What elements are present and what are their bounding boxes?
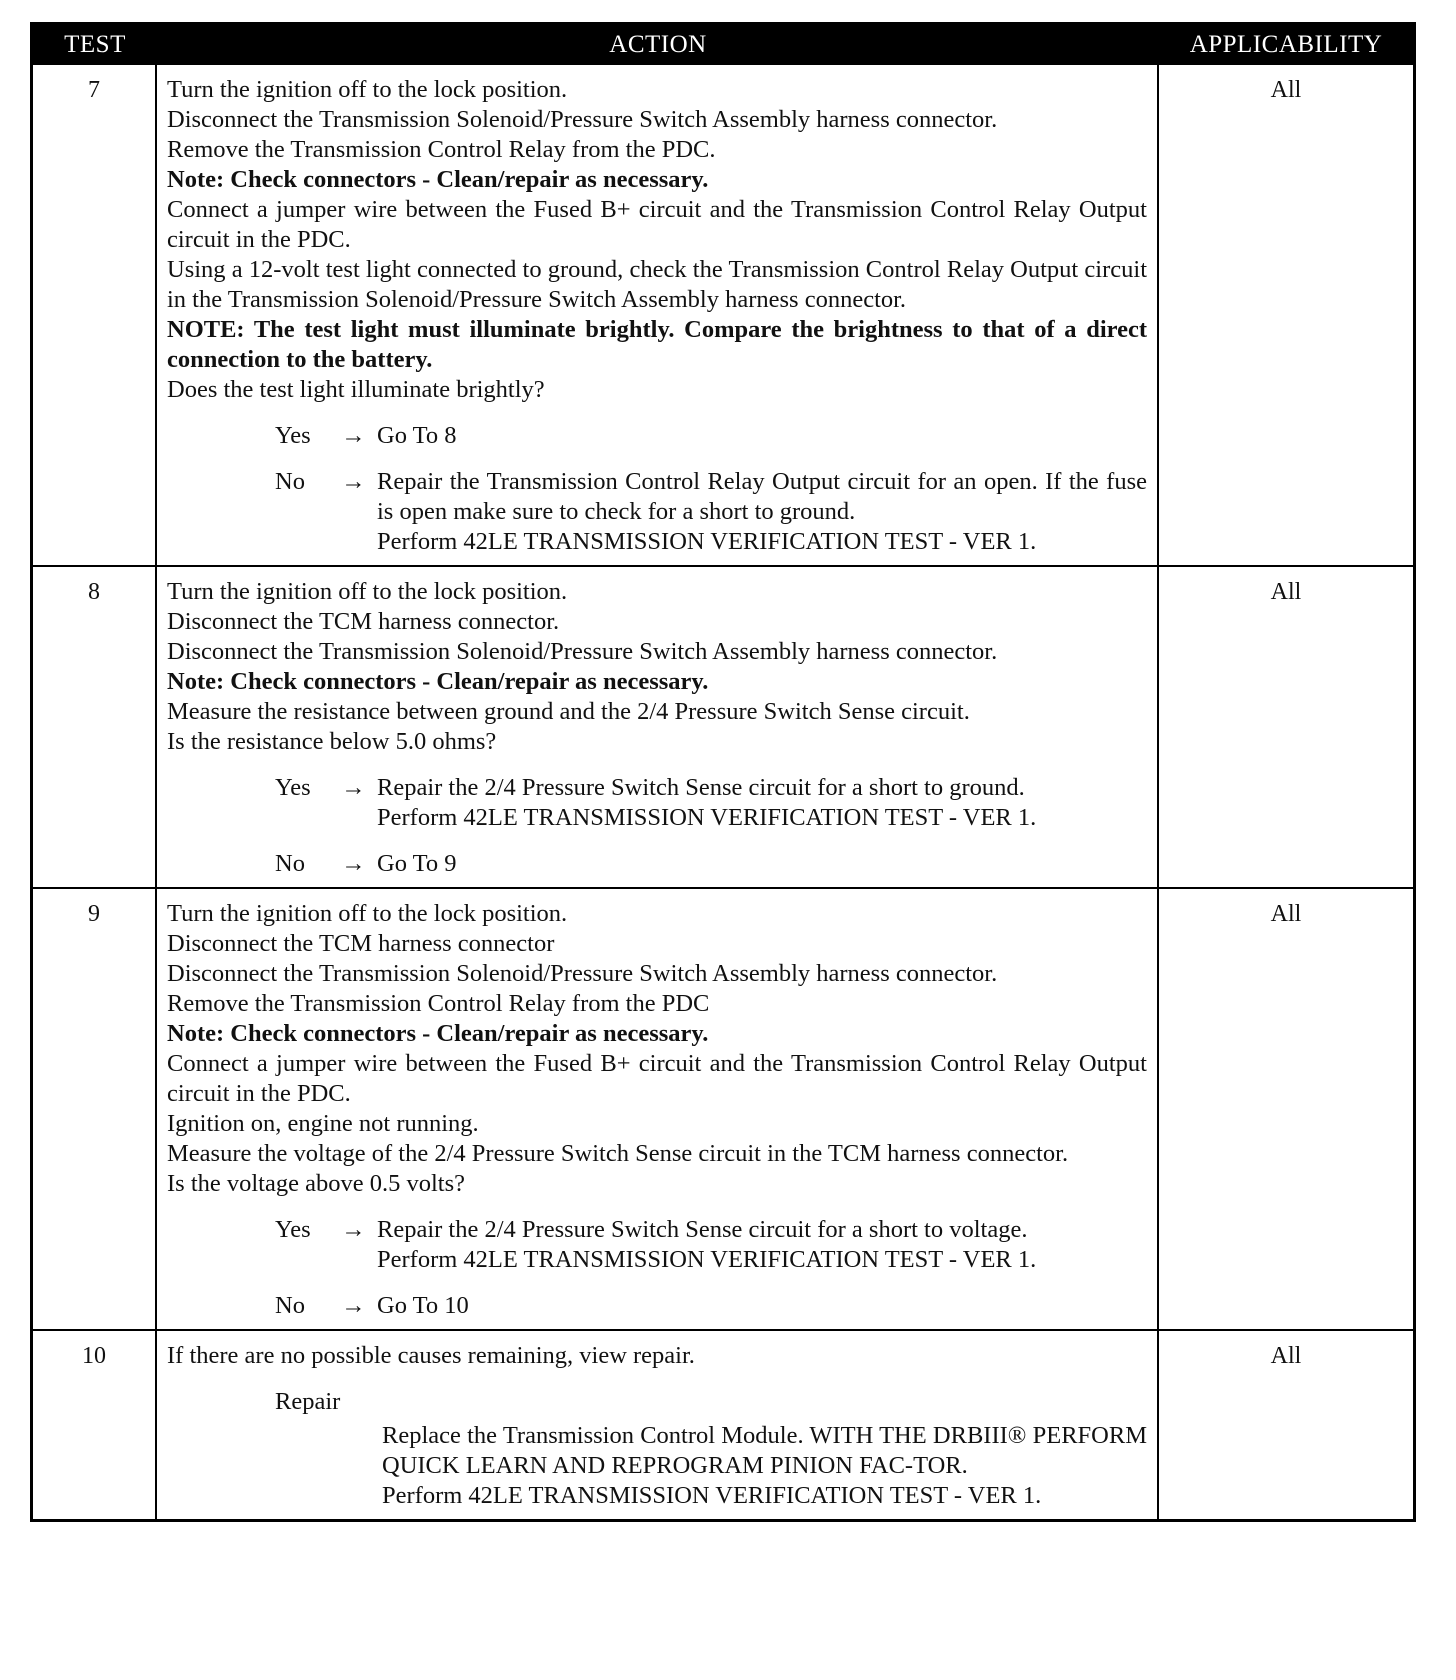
instruction-text: Disconnect the TCM harness connector — [167, 930, 555, 957]
applicability-cell: All — [1270, 579, 1302, 605]
result-text — [377, 1215, 1147, 1275]
result-branch — [167, 1291, 1147, 1321]
result-label-group — [167, 1291, 377, 1321]
repair-block — [167, 1387, 1147, 1511]
instruction-text: Using a 12-volt test light connected to ground, check the Transmission Control Relay Output circuit in the Transmission Solenoid/Pressure Switch Assembly harness connector. — [167, 256, 1147, 313]
result-label-group — [167, 849, 377, 879]
result-label: No — [275, 850, 305, 877]
applicability-cell: All — [1270, 901, 1302, 927]
instruction-text: Measure the voltage of the 2/4 Pressure Switch Sense circuit in the TCM harness connector. — [167, 1140, 1069, 1167]
result-label: No — [275, 468, 305, 495]
arrow-icon: → — [341, 1292, 366, 1319]
arrow-icon: → — [341, 850, 366, 877]
note-text: Note: Check connectors - Clean/repair as necessary. — [167, 166, 709, 193]
instruction-text: Turn the ignition off to the lock position. — [167, 578, 568, 605]
result-label: Yes — [275, 1216, 311, 1243]
repair-line: Replace the Transmission Control Module. WITH THE DRBIII® PERFORM QUICK LEARN AND REPROGRAM PINION FAC-TOR. — [382, 1422, 1147, 1479]
instruction-text: Disconnect the Transmission Solenoid/Pressure Switch Assembly harness connector. — [167, 106, 998, 133]
result-branch — [167, 467, 1147, 557]
result-label: Yes — [275, 774, 311, 801]
test-number: 8 — [33, 567, 157, 887]
result-label-group — [167, 467, 377, 557]
instruction-text: Is the voltage above 0.5 volts? — [167, 1170, 466, 1197]
instruction-text: Disconnect the Transmission Solenoid/Pressure Switch Assembly harness connector. — [167, 638, 998, 665]
arrow-icon: → — [341, 422, 366, 449]
table-row — [33, 565, 1413, 887]
result-line: Repair the 2/4 Pressure Switch Sense circuit for a short to voltage. — [377, 1216, 1028, 1243]
arrow-icon: → — [341, 468, 366, 495]
note-text: NOTE: The test light must illuminate brightly. Compare the brightness to that of a direct connection to the battery. — [167, 316, 1147, 373]
repair-text — [167, 1421, 1147, 1511]
instruction-text: Remove the Transmission Control Relay from the PDC. — [167, 136, 716, 163]
action-cell — [157, 567, 1159, 887]
instruction-text: If there are no possible causes remaining, view repair. — [167, 1342, 695, 1369]
result-line: Perform 42LE TRANSMISSION VERIFICATION TEST - VER 1. — [377, 528, 1037, 555]
result-line: Perform 42LE TRANSMISSION VERIFICATION TEST - VER 1. — [377, 804, 1037, 831]
instruction-text: Turn the ignition off to the lock position. — [167, 76, 568, 103]
instruction-text: Ignition on, engine not running. — [167, 1110, 479, 1137]
instruction-text: Is the resistance below 5.0 ohms? — [167, 728, 497, 755]
instruction-text: Does the test light illuminate brightly? — [167, 376, 545, 403]
result-text — [377, 1291, 1147, 1321]
test-number: 10 — [33, 1331, 157, 1519]
action-cell — [157, 1331, 1159, 1519]
result-label-group — [167, 1215, 377, 1275]
instruction-text: Turn the ignition off to the lock position. — [167, 900, 568, 927]
applicability-cell: All — [1270, 77, 1302, 103]
note-text: Note: Check connectors - Clean/repair as necessary. — [167, 1020, 709, 1047]
result-label-group — [167, 421, 377, 451]
result-label: Yes — [275, 422, 311, 449]
arrow-icon: → — [341, 774, 366, 801]
result-text — [377, 421, 1147, 451]
table-header — [33, 25, 1413, 65]
result-label-group — [167, 773, 377, 833]
header-test: TEST — [64, 31, 126, 58]
result-text — [377, 773, 1147, 833]
applicability-cell: All — [1270, 1343, 1302, 1369]
instruction-text: Disconnect the Transmission Solenoid/Pressure Switch Assembly harness connector. — [167, 960, 998, 987]
action-cell — [157, 65, 1159, 565]
repair-line: Perform 42LE TRANSMISSION VERIFICATION TEST - VER 1. — [382, 1482, 1042, 1509]
test-number: 9 — [33, 889, 157, 1329]
header-action: ACTION — [609, 31, 707, 58]
instruction-text: Disconnect the TCM harness connector. — [167, 608, 560, 635]
result-line: Go To 8 — [377, 422, 457, 449]
result-line: Go To 10 — [377, 1292, 469, 1319]
result-branch — [167, 773, 1147, 833]
table-body — [33, 65, 1413, 1519]
table-row — [33, 1329, 1413, 1519]
instruction-text: Measure the resistance between ground and the 2/4 Pressure Switch Sense circuit. — [167, 698, 970, 725]
test-number: 7 — [33, 65, 157, 565]
table-row — [33, 65, 1413, 565]
result-line: Repair the 2/4 Pressure Switch Sense circuit for a short to ground. — [377, 774, 1025, 801]
result-branch — [167, 849, 1147, 879]
note-text: Note: Check connectors - Clean/repair as necessary. — [167, 668, 709, 695]
result-text — [377, 467, 1147, 557]
repair-label: Repair — [275, 1388, 341, 1415]
arrow-icon: → — [341, 1216, 366, 1243]
action-cell — [157, 889, 1159, 1329]
table-row — [33, 887, 1413, 1329]
header-applicability: APPLICABILITY — [1189, 31, 1383, 58]
instruction-text: Connect a jumper wire between the Fused B+ circuit and the Transmission Control Relay Output circuit in the PDC. — [167, 196, 1147, 253]
instruction-text: Connect a jumper wire between the Fused B+ circuit and the Transmission Control Relay Output circuit in the PDC. — [167, 1050, 1147, 1107]
diagnostic-test-table — [30, 22, 1416, 1522]
result-text — [377, 849, 1147, 879]
result-branch — [167, 1215, 1147, 1275]
instruction-text: Remove the Transmission Control Relay from the PDC — [167, 990, 710, 1017]
result-line: Perform 42LE TRANSMISSION VERIFICATION TEST - VER 1. — [377, 1246, 1037, 1273]
result-line: Repair the Transmission Control Relay Output circuit for an open. If the fuse is open make sure to check for a short to ground. — [377, 468, 1147, 525]
result-label: No — [275, 1292, 305, 1319]
result-line: Go To 9 — [377, 850, 457, 877]
result-branch — [167, 421, 1147, 451]
